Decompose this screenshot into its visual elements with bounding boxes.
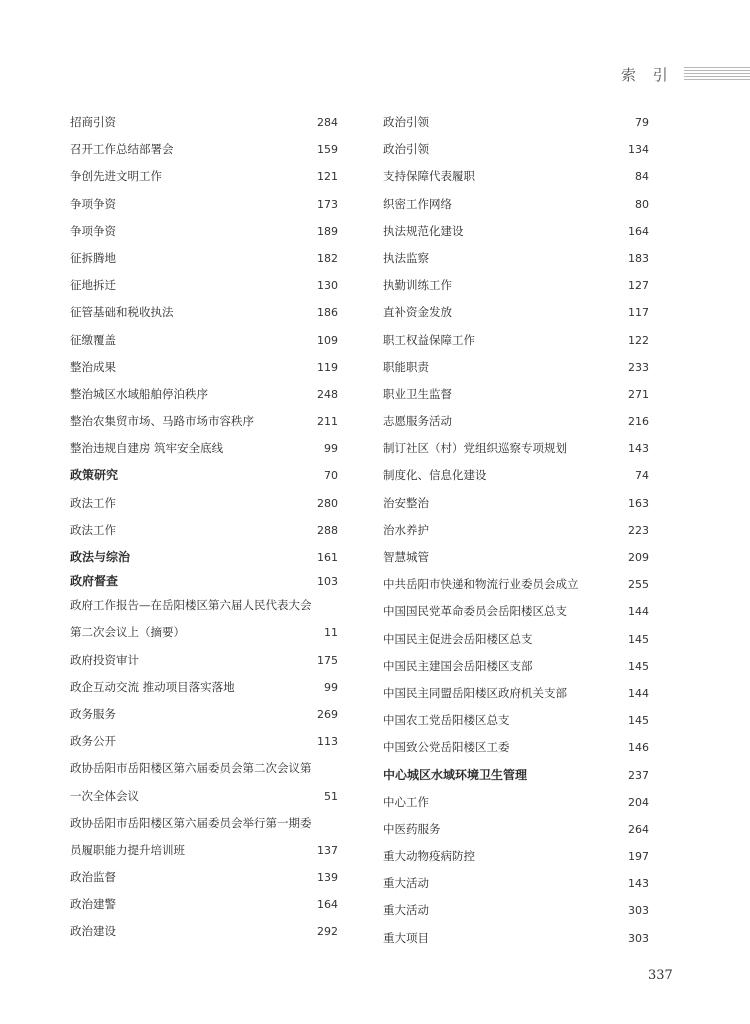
index-term: 政治建警 <box>70 897 116 912</box>
index-term: 中心工作 <box>383 794 429 809</box>
index-entry <box>70 408 338 435</box>
index-term: 整治违规自建房 筑牢安全底线 <box>70 441 224 456</box>
index-entry <box>383 680 649 707</box>
index-entry <box>383 517 649 544</box>
index-term: 争项争资 <box>70 223 116 238</box>
index-page-ref: 204 <box>628 795 649 809</box>
index-page-ref: 143 <box>628 877 649 891</box>
index-entry <box>383 598 649 625</box>
index-term: 织密工作网络 <box>383 196 452 211</box>
index-entry <box>70 647 338 674</box>
index-term: 政治建设 <box>70 924 116 939</box>
index-page-ref: 137 <box>317 843 338 857</box>
index-term: 中医药服务 <box>383 821 441 836</box>
index-entry <box>383 653 649 680</box>
index-entry <box>70 891 338 918</box>
index-page-ref: 159 <box>317 143 338 157</box>
index-entry <box>70 810 338 837</box>
index-entry <box>70 272 338 299</box>
index-term: 政法工作 <box>70 495 116 510</box>
index-entry <box>70 864 338 891</box>
index-term: 政协岳阳市岳阳楼区第六届委员会第二次会议第 <box>70 761 312 776</box>
index-entry <box>383 843 649 870</box>
index-term: 政治引领 <box>383 142 429 157</box>
index-term: 重大活动 <box>383 903 429 918</box>
index-term: 一次全体会议 <box>70 788 139 803</box>
index-term: 整治城区水域船舶停泊秩序 <box>70 386 208 401</box>
index-heading <box>383 762 649 789</box>
index-entry <box>70 728 338 755</box>
index-page-ref: 255 <box>628 578 649 592</box>
index-term: 政企互动交流 推动项目落实落地 <box>70 679 235 694</box>
index-page-ref: 164 <box>317 898 338 912</box>
index-page-ref: 134 <box>628 143 649 157</box>
index-entry <box>383 435 649 462</box>
index-entry <box>383 789 649 816</box>
index-entry <box>70 837 338 864</box>
index-page-ref: 113 <box>317 735 338 749</box>
index-page-ref: 103 <box>317 575 338 589</box>
index-page-ref: 292 <box>317 925 338 939</box>
index-term: 征拆腾地 <box>70 250 116 265</box>
index-entry <box>70 381 338 408</box>
index-entry <box>70 783 338 810</box>
index-term: 职业卫生监督 <box>383 386 452 401</box>
index-term: 征地拆迁 <box>70 278 116 293</box>
index-page-ref: 303 <box>628 931 649 945</box>
index-entry <box>70 592 338 619</box>
index-term: 征缴覆盖 <box>70 332 116 347</box>
index-entry <box>383 925 649 952</box>
index-term: 执勤训练工作 <box>383 278 452 293</box>
index-term: 支持保障代表履职 <box>383 169 475 184</box>
index-page-ref: 288 <box>317 523 338 537</box>
index-entry <box>383 707 649 734</box>
index-entry <box>70 619 338 646</box>
index-entry <box>383 218 649 245</box>
index-term: 中国民主促进会岳阳楼区总支 <box>383 631 533 646</box>
index-term: 征管基础和税收执法 <box>70 305 174 320</box>
index-page-ref: 233 <box>628 360 649 374</box>
index-entry <box>70 517 338 544</box>
index-page-ref: 79 <box>635 116 649 129</box>
index-entry <box>70 490 338 517</box>
page-number: 337 <box>648 968 673 983</box>
index-page-ref: 237 <box>628 768 649 782</box>
index-entry <box>383 354 649 381</box>
index-term: 执法监察 <box>383 250 429 265</box>
index-page-ref: 117 <box>628 306 649 320</box>
index-entry <box>383 163 649 190</box>
index-entry <box>70 701 338 728</box>
index-term: 重大活动 <box>383 876 429 891</box>
index-page-ref: 84 <box>635 170 649 184</box>
index-page-ref: 109 <box>317 333 338 347</box>
section-title: 索 引 <box>621 66 674 84</box>
index-entry <box>70 163 338 190</box>
index-entry <box>70 435 338 462</box>
index-entry <box>70 918 338 945</box>
index-entry <box>383 381 649 408</box>
index-page-ref: 11 <box>324 626 338 640</box>
index-term: 争创先进文明工作 <box>70 169 162 184</box>
index-entry <box>70 354 338 381</box>
index-page-ref: 145 <box>628 714 649 728</box>
index-page-ref: 303 <box>628 904 649 918</box>
index-page-ref: 284 <box>317 116 338 129</box>
index-page-ref: 161 <box>317 551 338 564</box>
index-page-ref: 119 <box>317 360 338 374</box>
index-term: 重大动物疫病防控 <box>383 849 475 864</box>
index-term: 中国致公党岳阳楼区工委 <box>383 740 510 755</box>
index-page-ref: 175 <box>317 653 338 667</box>
index-term: 政务服务 <box>70 706 116 721</box>
index-page-ref: 122 <box>628 333 649 347</box>
index-term: 政法与综治 <box>70 550 131 564</box>
index-page-ref: 164 <box>628 224 649 238</box>
index-term: 智慧城管 <box>383 550 429 564</box>
index-entry <box>383 272 649 299</box>
index-entry <box>383 462 649 489</box>
index-page-ref: 216 <box>628 415 649 429</box>
index-page-ref: 271 <box>628 387 649 401</box>
index-page-ref: 143 <box>628 442 649 456</box>
index-entry <box>70 245 338 272</box>
index-heading <box>70 544 338 571</box>
index-entry <box>383 626 649 653</box>
index-entry <box>70 191 338 218</box>
index-term: 中心城区水域环境卫生管理 <box>383 767 528 782</box>
index-term: 执法规范化建设 <box>383 223 464 238</box>
index-term: 职工权益保障工作 <box>383 332 475 347</box>
index-page-ref: 121 <box>317 170 338 184</box>
index-entry <box>383 571 649 598</box>
index-entry <box>383 897 649 924</box>
index-entry <box>383 734 649 761</box>
index-page-ref: 130 <box>317 279 338 293</box>
index-entry <box>383 299 649 326</box>
index-page-ref: 223 <box>628 523 649 537</box>
index-entry <box>383 816 649 843</box>
index-heading <box>70 571 338 592</box>
index-page-ref: 70 <box>324 469 338 483</box>
index-page-ref: 248 <box>317 387 338 401</box>
index-entry <box>383 136 649 163</box>
index-term: 中国民主同盟岳阳楼区政府机关支部 <box>383 685 567 700</box>
index-entry <box>383 245 649 272</box>
index-term: 职能职责 <box>383 359 429 374</box>
index-column-right <box>383 109 649 952</box>
index-page-ref: 182 <box>317 251 338 265</box>
index-entry <box>383 109 649 136</box>
index-entry <box>70 299 338 326</box>
header-decoration-lines <box>684 67 750 81</box>
index-term: 招商引资 <box>70 115 116 129</box>
index-page-ref: 139 <box>317 871 338 885</box>
index-term: 整治农集贸市场、马路市场市容秩序 <box>70 414 254 429</box>
index-term: 政府投资审计 <box>70 652 139 667</box>
index-page-ref: 146 <box>628 741 649 755</box>
index-page-ref: 99 <box>324 442 338 456</box>
index-entry <box>383 191 649 218</box>
index-entry <box>70 136 338 163</box>
index-page-ref: 144 <box>628 605 649 619</box>
index-term: 治安整治 <box>383 495 429 510</box>
index-page-ref: 280 <box>317 496 338 510</box>
index-entry <box>383 544 649 571</box>
index-term: 制订社区（村）党组织巡察专项规划 <box>383 441 567 456</box>
index-entry <box>383 327 649 354</box>
index-page-ref: 197 <box>628 850 649 864</box>
index-term: 治水养护 <box>383 522 429 537</box>
index-page-ref: 80 <box>635 197 649 211</box>
index-entry <box>383 408 649 435</box>
index-entry <box>383 870 649 897</box>
index-entry <box>70 218 338 245</box>
index-page-ref: 51 <box>324 789 338 803</box>
index-entry <box>70 674 338 701</box>
index-page-ref: 99 <box>324 680 338 694</box>
index-term: 重大项目 <box>383 930 429 945</box>
index-term: 争项争资 <box>70 196 116 211</box>
index-entry <box>70 109 338 136</box>
index-term: 政治引领 <box>383 115 429 129</box>
index-page-ref: 189 <box>317 224 338 238</box>
index-page-ref: 145 <box>628 632 649 646</box>
index-term: 整治成果 <box>70 359 116 374</box>
index-page-ref: 186 <box>317 306 338 320</box>
index-term: 召开工作总结部署会 <box>70 142 174 157</box>
index-page-ref: 74 <box>635 469 649 483</box>
index-column-left <box>70 109 338 946</box>
index-term: 政协岳阳市岳阳楼区第六届委员会举行第一期委 <box>70 815 312 830</box>
index-term: 员履职能力提升培训班 <box>70 842 185 857</box>
index-term: 政府督查 <box>70 574 119 589</box>
index-term: 政法工作 <box>70 522 116 537</box>
index-page-ref: 209 <box>628 551 649 564</box>
index-page-ref: 269 <box>317 707 338 721</box>
index-term: 政务公开 <box>70 734 116 749</box>
index-page-ref: 173 <box>317 197 338 211</box>
index-page-ref: 144 <box>628 686 649 700</box>
index-page-ref: 163 <box>628 496 649 510</box>
index-term: 政治监督 <box>70 870 116 885</box>
index-term: 政府工作报告—在岳阳楼区第六届人民代表大会 <box>70 598 312 613</box>
index-page-ref: 183 <box>628 251 649 265</box>
index-term: 制度化、信息化建设 <box>383 468 487 483</box>
index-page-ref: 264 <box>628 822 649 836</box>
index-page-ref: 145 <box>628 659 649 673</box>
index-entry <box>383 490 649 517</box>
index-page-ref: 211 <box>317 415 338 429</box>
index-term: 中国民主建国会岳阳楼区支部 <box>383 658 533 673</box>
index-entry <box>70 327 338 354</box>
index-heading <box>70 462 338 489</box>
index-term: 志愿服务活动 <box>383 414 452 429</box>
index-term: 第二次会议上（摘要） <box>70 625 185 640</box>
index-term: 直补资金发放 <box>383 305 452 320</box>
index-term: 政策研究 <box>70 468 119 483</box>
index-term: 中国国民党革命委员会岳阳楼区总支 <box>383 604 567 619</box>
index-entry <box>70 755 338 782</box>
index-term: 中国农工党岳阳楼区总支 <box>383 713 510 728</box>
index-page-ref: 127 <box>628 279 649 293</box>
index-term: 中共岳阳市快递和物流行业委员会成立 <box>383 577 579 592</box>
